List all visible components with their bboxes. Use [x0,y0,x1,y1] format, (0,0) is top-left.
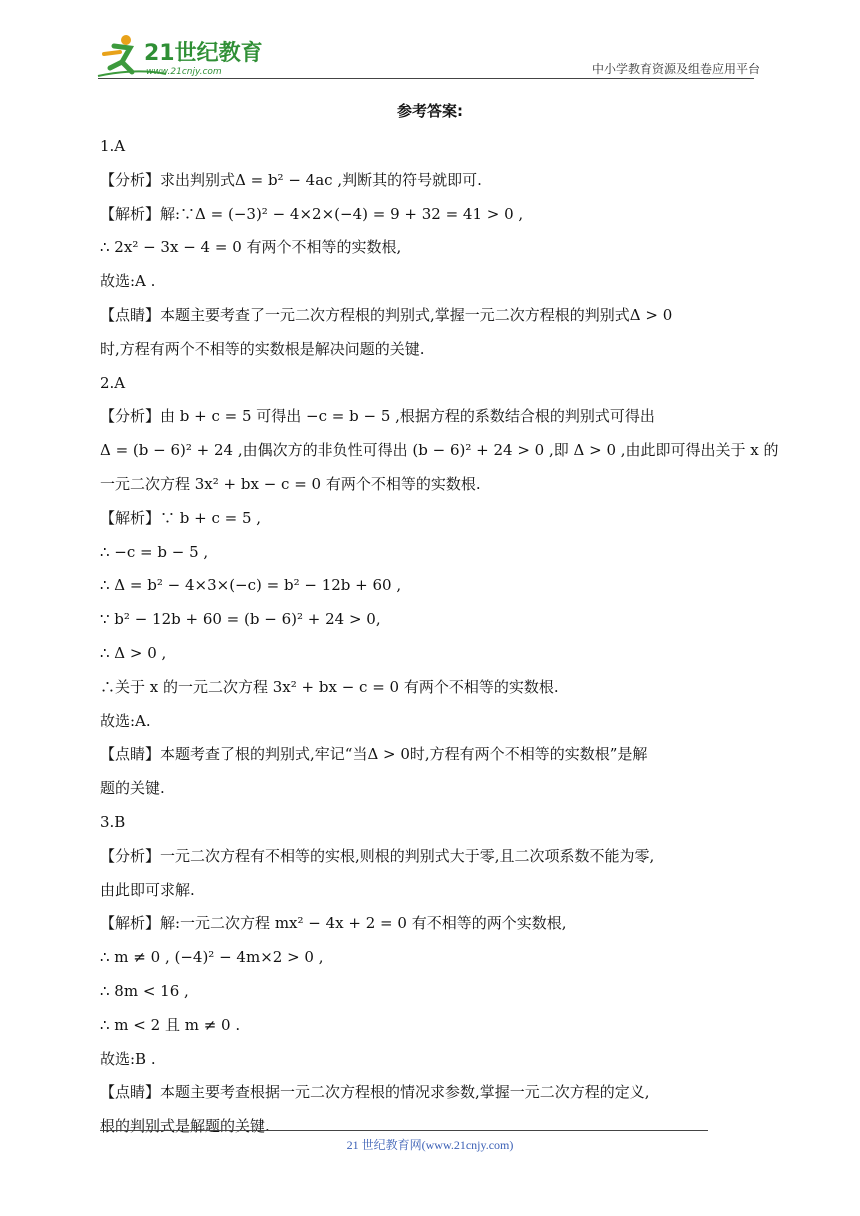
q2-solution-6: ∴关于 x 的一元二次方程 3x² + bx − c = 0 有两个不相等的实数根. [100,677,559,696]
q2-solution-5: ∴ Δ > 0 , [100,643,167,662]
q2-solution-2: ∴ −c = b − 5 , [100,542,209,561]
q2-comment-1: 【点睛】本题考查了根的判别式,牢记“当Δ > 0时,方程有两个不相等的实数根”是解 [100,745,648,764]
q2-choice: 故选:A. [100,711,151,730]
site-name: 中小学教育资源及组卷应用平台 [591,62,760,76]
q2-analysis-3: 一元二次方程 3x² + bx − c = 0 有两个不相等的实数根. [100,474,481,493]
footer-link[interactable]: 21 世纪教育网(www.21cnjy.com) [346,1138,514,1152]
page-header [0,0,860,90]
q2-solution-1: 【解析】∵ b + c = 5 , [100,508,262,527]
q2-solution-3: ∴ Δ = b² − 4×3×(−c) = b² − 12b + 60 , [100,576,402,595]
q2-analysis-1: 【分析】由 b + c = 5 可得出 −c = b − 5 ,根据方程的系数结合根的判别式可得出 [100,407,655,426]
q2-comment-2: 题的关键. [100,779,165,798]
q3-choice: 故选:B . [100,1049,156,1068]
q1-heading: 1.A [100,137,126,155]
footer-divider [100,1130,708,1131]
q3-comment-2: 根的判别式是解题的关键. [100,1117,270,1136]
q3-solution-2: ∴ m ≠ 0 , (−4)² − 4m×2 > 0 , [100,948,324,967]
q2-heading: 2.A [100,373,126,392]
site-logo[interactable] [96,32,286,80]
logo-text: 21世纪教育 [144,41,263,66]
q1-solution: 【解析】解:∵Δ = (−3)² − 4×2×(−4) = 9 + 32 = 41 > 0 , [100,204,524,223]
q3-heading: 3.B [100,812,126,831]
q2-solution-4: ∵ b² − 12b + 60 = (b − 6)² + 24 > 0, [100,610,381,629]
q3-analysis-1: 【分析】一元二次方程有不相等的实根,则根的判别式大于零,且二次项系数不能为零, [100,846,655,865]
q3-analysis-2: 由此即可求解. [100,880,195,899]
q1-conclusion: ∴ 2x² − 3x − 4 = 0 有两个不相等的实数根, [100,238,402,257]
answer-content [100,130,779,1144]
q1-choice: 故选:A . [100,272,156,291]
q1-comment-1: 【点睛】本题主要考查了一元二次方程根的判别式,掌握一元二次方程根的判别式Δ > 0 [100,305,673,324]
q3-comment-1: 【点睛】本题主要考查根据一元二次方程根的情况求参数,掌握一元二次方程的定义, [100,1083,650,1102]
logo-url: www.21cnjy.com [146,67,222,77]
q3-solution-1: 【解析】解:一元二次方程 mx² − 4x + 2 = 0 有不相等的两个实数根, [100,914,567,933]
q3-solution-3: ∴ 8m < 16 , [100,981,189,1000]
q1-comment-2: 时,方程有两个不相等的实数根是解决问题的关键. [100,339,425,358]
header-divider [98,78,754,79]
runner-logo-icon [96,32,286,80]
q3-solution-4: ∴ m < 2 且 m ≠ 0 . [100,1015,241,1034]
q2-analysis-2: Δ = (b − 6)² + 24 ,由偶次方的非负性可得出 (b − 6)² + 24 > 0 ,即 Δ > 0 ,由此即可得出关于 x 的 [100,441,779,460]
page-title: 参考答案: [397,102,463,120]
q1-analysis: 【分析】求出判别式Δ = b² − 4ac ,判断其的符号就即可. [100,170,482,189]
